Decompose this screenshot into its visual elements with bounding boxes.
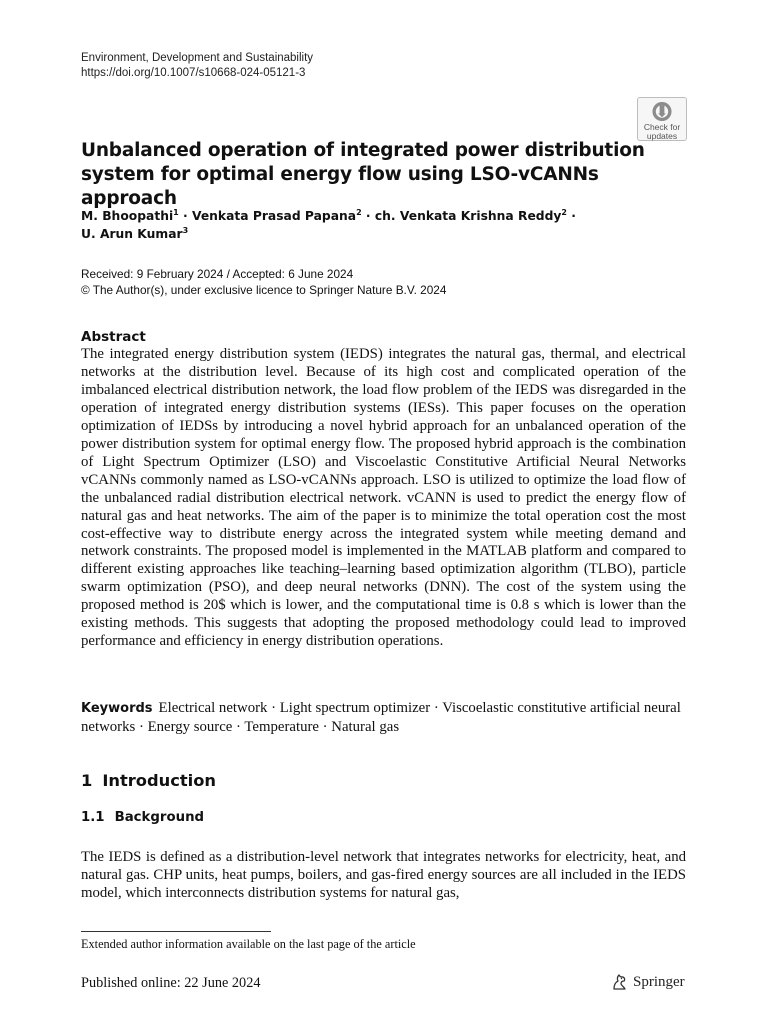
author-affiliation: 2 bbox=[356, 208, 362, 217]
abstract-text: The integrated energy distribution system (IEDS) integrates the natural gas, thermal, and electrical networks at the distribution level. Because of its high cost and complicated operation of the imbalanced electrical distribution network, the load flow problem of the IEDS was disregarded in the operation of integrated energy distribution systems (IESs). This paper focuses on the operation optimization of IEDSs by introducing a novel hybrid approach for an unbalanced operation of the power distribution system for optimal energy flow. The proposed hybrid approach is the combination of Light Spectrum Optimizer (LSO) and Viscoelastic Constitutive Artificial Neural Networks vCANNs commonly named as LSO-vCANNs approach. LSO is utilized to optimize the load flow of the unbalanced radial distribution electrical network. vCANN is used to predict the energy flow of natural gas and heat networks. The aim of the paper is to minimize the total operation cost the most cost-effective way to distribute energy across the integrated system while meeting demand and network constraints. The proposed model is implemented in the MATLAB platform and compared to different existing approaches like teaching–learning based optimization algorithm (TLBO), particle swarm optimization (PSO), and deep neural networks (DNN). The cost of the system using the proposed method is 20$ which is lower, and the computational time is 0.8 s which is lower than the existing methods. This suggests that adopting the proposed methodology could lead to improved performance and efficiency in energy distribution operations. bbox=[81, 346, 686, 650]
author-affiliation: 3 bbox=[182, 226, 189, 235]
doi-link[interactable]: https://doi.org/10.1007/s10668-024-05121-3 bbox=[81, 67, 306, 79]
section-heading-introduction bbox=[81, 771, 216, 790]
subsection-heading-background bbox=[81, 810, 204, 825]
copyright-notice: © The Author(s), under exclusive licence to Springer Nature B.V. 2024 bbox=[81, 282, 447, 297]
springer-horse-icon bbox=[610, 973, 628, 991]
author-affiliation: 2 bbox=[561, 208, 567, 217]
author-affiliation: 1 bbox=[173, 208, 179, 217]
author-separator: · bbox=[361, 209, 375, 223]
check-for-updates-badge[interactable] bbox=[637, 97, 687, 141]
journal-name: Environment, Development and Sustainability bbox=[81, 52, 314, 64]
author-name[interactable]: U. Arun Kumar bbox=[81, 227, 183, 241]
article-title bbox=[81, 139, 651, 211]
check-for-updates-icon bbox=[651, 101, 673, 122]
subsection-title: Background bbox=[114, 810, 205, 825]
title-line-2: system for optimal energy flow using LSO-vCANNs approach bbox=[81, 164, 599, 209]
author-name[interactable]: ch. Venkata Krishna Reddy bbox=[374, 209, 562, 223]
badge-line2: updates bbox=[646, 131, 678, 141]
title-line-1: Unbalanced operation of integrated power distribution bbox=[81, 140, 645, 161]
section-number: 1 bbox=[81, 771, 93, 790]
footnote: Extended author information available on the last page of the article bbox=[81, 937, 416, 951]
subsection-number: 1.1 bbox=[81, 810, 105, 825]
author-list bbox=[81, 207, 641, 243]
footnote-divider bbox=[81, 931, 271, 932]
badge-line1: Check for bbox=[643, 122, 681, 132]
author-separator: · bbox=[178, 209, 192, 223]
keywords-text: Electrical network · Light spectrum optimizer · Viscoelastic constitutive artificial neural networks · Energy source · Temperature · Natural gas bbox=[81, 700, 681, 735]
received-accepted-dates: Received: 9 February 2024 / Accepted: 6 June 2024 bbox=[81, 267, 354, 281]
publisher-name: Springer bbox=[633, 973, 685, 990]
keywords bbox=[81, 699, 686, 736]
article-history bbox=[81, 267, 446, 298]
keywords-label: Keywords bbox=[81, 701, 153, 716]
abstract-heading: Abstract bbox=[81, 329, 146, 345]
springer-logo[interactable] bbox=[610, 973, 685, 991]
published-online-date: Published online: 22 June 2024 bbox=[81, 975, 261, 991]
author-name[interactable]: M. Bhoopathi bbox=[81, 209, 174, 223]
author-name[interactable]: Venkata Prasad Papana bbox=[191, 209, 357, 223]
author-separator: · bbox=[566, 209, 576, 223]
section-title: Introduction bbox=[102, 771, 217, 790]
introduction-text: The IEDS is defined as a distribution-level network that integrates networks for electricity, heat, and natural gas. CHP units, heat pumps, boilers, and gas-fired energy sources are all included in the IEDS model, which interconnects distribution systems for natural gas, bbox=[81, 849, 686, 901]
